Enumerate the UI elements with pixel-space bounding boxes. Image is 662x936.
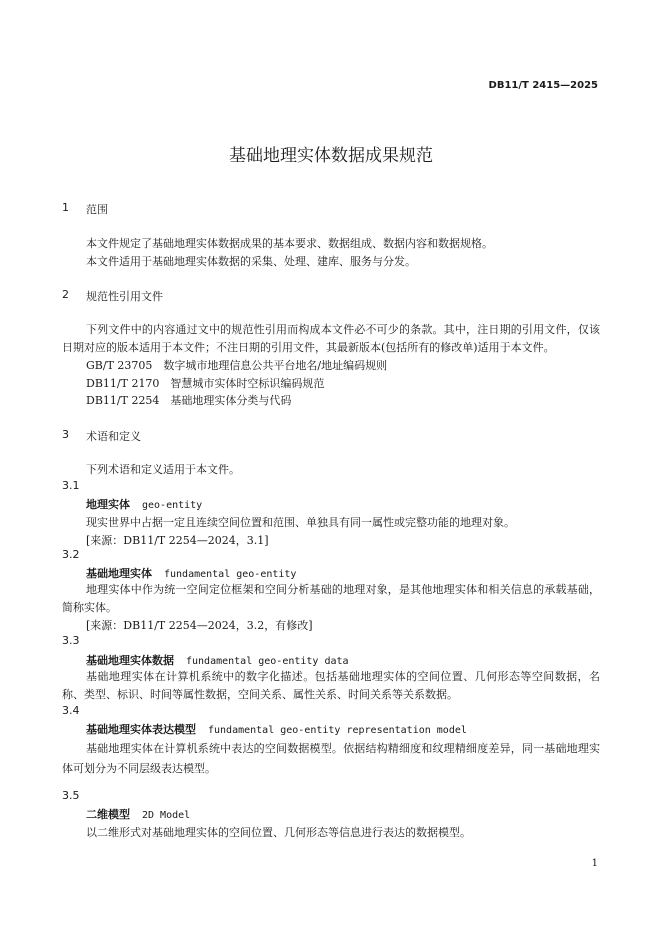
document-title: 基础地理实体数据成果规范 [229,146,433,166]
term-heading [86,806,190,822]
term-name-zh: 基础地理实体数据 [86,654,174,667]
scope-line-1: 本文件规定了基础地理实体数据成果的基本要求、数据组成、数据内容和数据规格。 [86,237,493,250]
reference-item: DB11/T 2254 基础地理实体分类与代码 [86,394,292,407]
term-definition: 以二维形式对基础地理实体的空间位置、几何形态等信息进行表达的数据模型。 [86,826,471,839]
term-definition: 基础地理实体在计算机系统中的数字化描述。包括基础地理实体的空间位置、几何形态等空间数据，名称、类型、标识、时间等属性数据，空间关系、属性关系、时间关系等关系数据。 [62,670,600,701]
term-name-en: fundamental geo-entity representation model [208,725,467,736]
section-title: 术语和定义 [86,430,141,443]
section-number: 3 [62,428,69,441]
section-title: 规范性引用文件 [86,290,163,303]
term-name-zh: 地理实体 [86,498,130,511]
term-number: 3.3 [62,634,80,647]
section-title: 范围 [86,203,108,216]
section-number: 1 [62,201,69,214]
section-number: 2 [62,288,69,301]
section-heading-1 [62,201,262,217]
document-id-header: DB11/T 2415—2025 [488,80,598,91]
term-definition: 地理实体中作为统一空间定位框架和空间分析基础的地理对象，是其他地理实体和相关信息的承载基础，简称实体。 [62,583,600,614]
section-heading-2 [62,288,262,304]
normative-references-paragraph: 下列文件中的内容通过文中的规范性引用而构成本文件必不可少的条款。其中，注日期的引用文件，仅该日期对应的版本适用于本文件；不注日期的引用文件，其最新版本(包括所有的修改单)适用于本文件。 [62,323,600,354]
term-name-zh: 基础地理实体 [86,567,152,580]
page-number: 1 [591,858,598,869]
term-definition: 现实世界中占据一定且连续空间位置和范围、单独具有同一属性或完整功能的地理对象。 [86,516,515,529]
term-number: 3.1 [62,479,80,492]
term-heading [86,496,202,512]
term-name-zh: 二维模型 [86,808,130,821]
term-name-en: geo-entity [142,500,203,511]
reference-item: DB11/T 2170 智慧城市实体时空标识编码规范 [86,377,325,390]
term-name-en: fundamental geo-entity [164,569,297,580]
term-number: 3.2 [62,548,80,561]
reference-item: GB/T 23705 数字城市地理信息公共平台地名/地址编码规则 [86,359,388,372]
scope-line-2: 本文件适用于基础地理实体数据的采集、处理、建库、服务与分发。 [86,255,416,268]
term-heading [86,652,349,668]
terms-intro: 下列术语和定义适用于本文件。 [86,463,240,476]
term-source: [来源：DB11/T 2254—2024，3.2，有修改] [86,619,313,632]
term-definition: 基础地理实体在计算机系统中表达的空间数据模型。依据结构精细度和纹理精细度差异，同一基础地理实体可划分为不同层级表达模型。 [62,742,600,775]
term-name-zh: 基础地理实体表达模型 [86,723,196,736]
term-heading [86,565,296,581]
term-name-en: fundamental geo-entity data [186,656,349,667]
term-number: 3.4 [62,704,80,717]
section-heading-3 [62,428,262,444]
term-number: 3.5 [62,789,80,802]
term-source: [来源：DB11/T 2254—2024，3.1] [86,534,269,547]
term-name-en: 2D Model [142,810,191,821]
term-heading [86,721,467,737]
